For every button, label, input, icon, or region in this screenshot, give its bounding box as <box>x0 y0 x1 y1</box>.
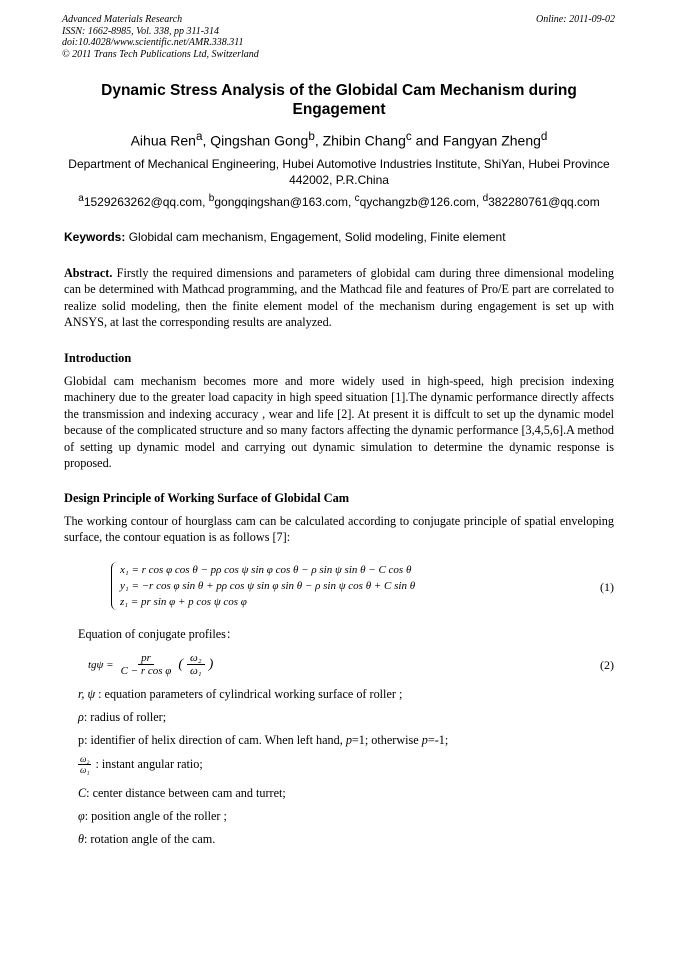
author-name: Aihua Ren <box>130 132 196 149</box>
keywords-line <box>64 230 506 244</box>
author-separator: , <box>202 132 211 149</box>
definition-rho <box>78 710 166 725</box>
equation-2-number: (2) <box>600 658 614 672</box>
equation-2-lhs: tgψ = <box>88 658 114 671</box>
email-list <box>62 193 616 209</box>
definition-text: p: identifier of helix direction of cam. When left hand, <box>78 733 346 747</box>
email-separator: , <box>202 195 209 209</box>
email-superscript: b <box>208 193 215 204</box>
email-separator: , <box>475 195 483 209</box>
online-date: Online: 2011-09-02 <box>536 14 615 25</box>
equation-2 <box>88 652 213 677</box>
definition-text: : rotation angle of the cam. <box>84 832 216 846</box>
author-name: Zhibin Chang <box>322 132 406 149</box>
keywords-label: Keywords: <box>64 230 126 244</box>
definition-omega-ratio <box>78 754 203 775</box>
equation-2-numerator: pr <box>138 652 154 665</box>
email-superscript: d <box>482 193 489 204</box>
definition-symbol: p <box>421 733 428 747</box>
equation-1-line-y: y₁ = −r cos φ sin θ + pρ cos ψ sin φ sin θ − ρ sin ψ cos θ + C sin θ <box>120 580 416 592</box>
design-paragraph: The working contour of hourglass cam can be calculated according to conjugate principle of spatial enveloping surface, the contour equation is as follows [7]: <box>64 514 614 545</box>
definition-text: : radius of roller; <box>83 710 167 724</box>
omega-ratio-denominator: ω₁ <box>80 765 90 775</box>
abstract-label: Abstract. <box>64 266 113 280</box>
omega-ratio-fraction <box>78 754 91 775</box>
equation-2-ratio-numerator: ω₂ <box>187 652 205 665</box>
definition-symbol: ρ <box>78 710 84 724</box>
left-paren: ( <box>178 656 184 672</box>
definition-text: =-1; <box>427 733 449 747</box>
email-link[interactable]: 382280761@qq.com <box>488 195 600 209</box>
definition-c <box>78 786 286 801</box>
author-separator: , <box>314 132 323 149</box>
journal-doi[interactable]: doi:10.4028/www.scientific.net/AMR.338.311 <box>62 37 244 48</box>
definition-p <box>78 733 448 748</box>
affiliation: Department of Mechanical Engineering, Hubei Automotive Industries Institute, ShiYan, Hubei Province 442002, P.R.China <box>68 157 610 187</box>
definition-symbol: C <box>78 786 87 800</box>
email-link[interactable]: gongqingshan@163.com <box>214 195 348 209</box>
definition-text: : instant angular ratio; <box>95 757 203 771</box>
author-superscript: a <box>195 130 203 143</box>
author-list <box>62 130 616 149</box>
abstract-paragraph <box>64 265 614 331</box>
author-name: Fangyan Zheng <box>442 132 541 149</box>
keywords-text: Globidal cam mechanism, Engagement, Solid modeling, Finite element <box>125 230 506 244</box>
definition-symbol: φ <box>78 809 85 823</box>
right-paren: ) <box>208 656 214 672</box>
paper-title: Dynamic Stress Analysis of the Globidal Cam Mechanism during Engagement <box>101 82 577 118</box>
email-link[interactable]: qychangzb@126.com <box>359 195 476 209</box>
journal-name: Advanced Materials Research <box>62 14 183 25</box>
definition-text: =1; otherwise <box>351 733 422 747</box>
email-separator: , <box>347 195 355 209</box>
definition-phi <box>78 809 227 824</box>
definition-r-psi <box>78 687 402 702</box>
author-superscript: b <box>308 130 315 143</box>
author-name: Qingshan Gong <box>210 132 309 149</box>
definition-symbol: θ <box>78 832 84 846</box>
definition-symbol: r, ψ <box>78 687 96 701</box>
abstract-text: Firstly the required dimensions and parameters of globidal cam during three dimensional modeling can be determined with Mathcad programming, and the Mathcad file and features of Pro/E part are correlated to realize solid modeling, then the finite element model of the mechanism during engagement is set up with ANSYS, at last the corresponding results are analyzed. <box>64 266 614 330</box>
equation-1-line-x: x₁ = r cos φ cos θ − pρ cos ψ sin φ cos θ − ρ sin ψ sin θ − C cos θ <box>120 564 412 576</box>
equation-1-number: (1) <box>600 580 614 594</box>
email-superscript: c <box>354 193 360 204</box>
introduction-paragraph: Globidal cam mechanism becomes more and more widely used in high-speed, high precision indexing machinery due to the greater load capacity in high speed situation [1].The dynamic performance directly affects the transmission and indexing accuracy , wear and life [2]. At present it is diffcult to set up the dynamic model because of the complicated structure and so many factors affecting the dynamic performance [3,4,5,6].A method of setting up dynamic model and carrying out dynamic simulation to determine the dynamic response is proposed. <box>64 374 614 471</box>
equation-1-line-z: z₁ = pr sin φ + p cos ψ cos φ <box>120 596 247 608</box>
email-link[interactable]: 1529263262@qq.com <box>83 195 203 209</box>
author-superscript: c <box>405 130 412 143</box>
introduction-heading: Introduction <box>64 351 132 365</box>
definition-text: : center distance between cam and turret; <box>86 786 286 800</box>
conjugate-profiles-label: Equation of conjugate profiles： <box>78 627 239 641</box>
equation-2-ratio <box>187 652 205 677</box>
author-separator: and <box>411 132 443 149</box>
definition-text: : equation parameters of cylindrical working surface of roller ; <box>95 687 403 701</box>
omega-ratio-numerator: ω₂ <box>80 754 90 764</box>
equation-2-ratio-denominator: ω₁ <box>190 665 202 677</box>
email-superscript: a <box>78 193 84 204</box>
journal-header <box>62 14 259 60</box>
equation-2-fraction <box>118 652 175 677</box>
definition-text: : position angle of the roller ; <box>84 809 227 823</box>
design-heading: Design Principle of Working Surface of Globidal Cam <box>64 491 350 505</box>
journal-copyright: © 2011 Trans Tech Publications Ltd, Switzerland <box>62 48 259 60</box>
definition-theta <box>78 832 215 847</box>
author-superscript: d <box>540 130 548 143</box>
definition-symbol: p <box>345 733 352 747</box>
equation-1 <box>111 562 415 610</box>
equation-2-denominator: C − r cos φ <box>120 665 172 677</box>
journal-issn: ISSN: 1662-8985, Vol. 338, pp 311-314 <box>62 25 220 37</box>
